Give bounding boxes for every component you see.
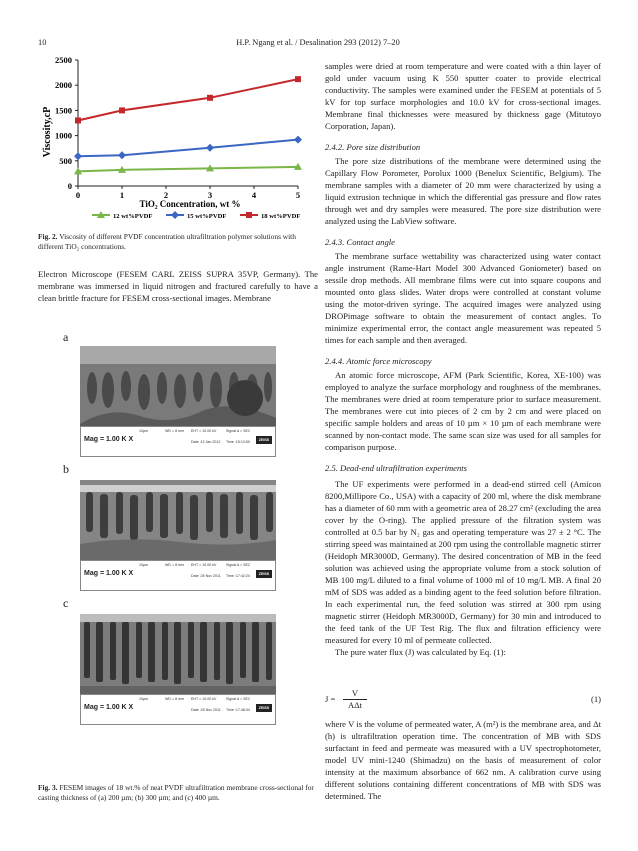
chart-x-label: TiO₂ Concentration, wt % xyxy=(139,199,241,209)
chart-point xyxy=(294,136,302,144)
eq-number: (1) xyxy=(590,694,601,704)
running-title: H.P. Ngang et al. / Desalination 293 (2012) 7–20 xyxy=(236,38,400,47)
sem-signal-b: Signal A = SE2 xyxy=(226,563,250,567)
sem-info-bar-b xyxy=(80,560,276,591)
right-column-top xyxy=(325,60,601,682)
sem-wd-a: WD = 8 mm xyxy=(165,429,185,433)
sem-wd-c: WD = 8 mm xyxy=(165,697,185,701)
legend-label: 15 wt%PVDF xyxy=(187,213,227,220)
right-para-intro: samples were dried at room temperature and were coated with a thin layer of gold under vacuum using K 550 sputter coater to provide electrical conductivity. The samples were examined under the FESEM at potentials of 5 kV for top surface morphologies and 10.0 kV for cross-sectional images. Membrane final thicknesses were measured by thickness gage (Mitutoyo Corporation, Japan). xyxy=(325,61,601,131)
after-eq-text: where V is the volume of permeated water, A (m²) is the membrane area, and Δt (h) is ultrafiltration operation time. The concentration of MB with SDS surfactant in feed and permeate was measured with a UV spectrophotometer, model UV mini-1240 (Shimadzu) on the basis of measurement of color intensity at the maximum absorbance of 662 nm. A calibration curve using different solutions containing different concentrations of MB with SDS was determined. The xyxy=(325,719,601,801)
sem-date-a: Date :12 Jan 2012 xyxy=(191,440,221,444)
sem-mag-c: Mag = 1.00 K X xyxy=(84,704,134,711)
zeiss-logo-c: ZEISS xyxy=(256,704,272,712)
sem-date-c: Date :25 Nov 2011 xyxy=(191,708,221,712)
eq-numerator: V xyxy=(351,688,359,698)
legend-label: 12 wt%PVDF xyxy=(113,213,153,220)
chart-series-line xyxy=(78,167,298,172)
zeiss-logo-a: ZEISS xyxy=(256,436,272,444)
flux-eq-intro: The pure water flux (J) was calculated by Eq. (1): xyxy=(335,647,506,657)
sem-scale-b: 10µm xyxy=(139,563,149,567)
section-2-4-2-heading: 2.4.2. Pore size distribution xyxy=(325,142,421,152)
sem-info-bar-c xyxy=(80,694,276,725)
zeiss-logo-b: ZEISS xyxy=(256,570,272,578)
fig3-panel-b-label: b xyxy=(63,462,69,476)
sem-signal-a: Signal A = SE2 xyxy=(226,429,250,433)
fig3-caption-label: Fig. 3. xyxy=(38,783,58,792)
chart-point xyxy=(207,95,213,101)
sem-time-a: Time :15:13:50 xyxy=(226,440,250,444)
fig3-caption xyxy=(38,783,318,802)
sem-mag-b: Mag = 1.00 K X xyxy=(84,570,134,577)
chart-point xyxy=(74,152,82,160)
section-2-5-text: The UF experiments were performed in a dead-end stirred cell (Amicon 8200,Millipore Co., USA) with a capacity of 200 ml, where the disk membrane has a diameter of 60 mm with a geometric area of 28.27 cm² (excluding the area cover by the O-ring). The applied pressure of the filtration system was controlled at 0.5 bar by N₂ gas and operating temperature was 27 ± 2 °C. The stirring speed was maintained at 200 rpm using the controllable magnetic stirrer (Heidoph MR3000D, Germany). The desired concentration of MB in the feed solution was achieved using the appropriate volume from a stock solution of MB 100 mg/L diluted to a final volume of 1000 ml of 10 mg/L MB. A final 20 mM of SDS was added as a binding agent to the feed solution before filtration. In each experimental run, the feed solution was stirred at 300 rpm using magnetic stirrer (Heidoph MR3000D, Germany) for 30 min and introduced to the feed tank of the UF Test Rig. The flux and filtration efficiency were measured for every 10 ml of permeate collected. xyxy=(325,479,601,645)
sem-scale-a: 10µm xyxy=(139,429,149,433)
fig3-caption-text: FESEM images of 18 wt.% of neat PVDF ultrafiltration membrane cross-sectional for casting thickness of (a) 200 µm; (b) 300 µm; and (c) 400 µm. xyxy=(38,783,314,802)
sem-eht-b: EHT = 10.00 kV xyxy=(191,563,217,567)
section-2-4-2-text: The pore size distributions of the membrane were determined using the Capillary Flow Porometer, Porolux 1000 (Benelux Scientific, Belgium). The membrane samples with a diameter of 20 mm were characterized by using a liquid extrusion technique in which the differential gas pressure and flow rates through wet and dry samples were measured. The pore size distribution were analyzed using the LabView software. xyxy=(325,156,601,226)
sem-time-c: Time :17:48:34 xyxy=(226,708,250,712)
chart-y-tick-label: 2500 xyxy=(55,55,72,65)
sem-time-b: Time :17:42:24 xyxy=(226,574,250,578)
chart-series-line xyxy=(78,79,298,120)
sem-date-b: Date :25 Nov 2011 xyxy=(191,574,221,578)
chart-x-tick-label: 0 xyxy=(75,190,81,200)
sem-image-a xyxy=(80,346,276,426)
sem-image-c xyxy=(80,614,276,694)
fig3-panel-c-label: c xyxy=(63,596,69,610)
chart-x-tick-label: 4 xyxy=(251,190,257,200)
sem-eht-a: EHT = 10.00 kV xyxy=(191,429,217,433)
chart-x-tick-label: 2 xyxy=(163,190,169,200)
fig2-caption xyxy=(38,232,318,251)
chart-x-tick-label: 1 xyxy=(119,190,125,200)
viscosity-chart xyxy=(38,50,318,226)
sem-image-b xyxy=(80,480,276,560)
left-paragraph: Electron Microscope (FESEM CARL ZEISS SUPRA 35VP, Germany). The membrane was immersed in liquid nitrogen and fractured carefully to have a clean brittle fracture for FESEM cross-sectional images. Membrane xyxy=(38,269,318,303)
legend-marker xyxy=(171,211,179,219)
sem-info-bar-a xyxy=(80,426,276,457)
section-2-4-4-heading: 2.4.4. Atomic force microscopy xyxy=(325,356,432,366)
chart-point xyxy=(295,76,301,82)
legend-label: 18 wt%PVDF xyxy=(261,213,301,220)
fig2-caption-label: Fig. 2. xyxy=(38,232,58,241)
fig2-caption-text: Viscosity of different PVDF concentration ultrafiltration polymer solutions with different TiO₂ concentrations. xyxy=(38,232,296,251)
legend-marker xyxy=(246,212,252,218)
chart-point xyxy=(119,107,125,113)
fig3-panel-a-label: a xyxy=(63,330,69,344)
equation-1 xyxy=(325,688,601,710)
chart-x-tick-label: 3 xyxy=(207,190,213,200)
chart-y-tick-label: 1500 xyxy=(55,105,72,116)
section-2-5-heading: 2.5. Dead-end ultrafiltration experiments xyxy=(325,463,468,473)
chart-y-tick-label: 1000 xyxy=(55,130,72,141)
chart-y-tick-label: 500 xyxy=(59,155,72,166)
section-2-4-3-text: The membrane surface wettability was characterized using water contact angle instrument (Rame-Hart Model 300 Advanced Goniometer) based on sessile drop methods. All membrane films were cut into square coupons and mounted onto glass slides. Water drops were controlled at constant volume using the motor-driven syringe. The acquired images were analyzed using DROPimage software to obtain the measurement of contact angles. To minimize experimental error, the contact angle measurement was repeated 5 times for each sample and then averaged. xyxy=(325,251,601,345)
sem-signal-c: Signal A = SE2 xyxy=(226,697,250,701)
chart-x-tick-label: 5 xyxy=(295,190,301,200)
page-number: 10 xyxy=(38,38,47,47)
sem-wd-b: WD = 8 mm xyxy=(165,563,185,567)
section-2-4-3-heading: 2.4.3. Contact angle xyxy=(325,237,395,247)
chart-point xyxy=(206,144,214,152)
eq-lhs: J = xyxy=(325,694,336,704)
chart-y-label: Viscosity,cP xyxy=(42,106,53,158)
chart-y-tick-label: 2000 xyxy=(55,80,72,91)
chart-point xyxy=(75,117,81,123)
sem-eht-c: EHT = 10.00 kV xyxy=(191,697,217,701)
chart-y-tick-label: 0 xyxy=(67,181,72,191)
chart-point xyxy=(118,151,126,159)
sem-mag-a: Mag = 1.00 K X xyxy=(84,436,134,443)
section-2-4-4-text: An atomic force microscope, AFM (Park Scientific, Korea, XE-100) was employed to analyze the surface morphology and roughness of the membranes. The membranes were dried at room temperature prior to surface measurement. The membranes were cut into pieces of 2 cm by 2 cm and were placed on specific sample holders and areas of 10 µm × 10 µm of each membrane were scanned by non-contact mode. The same scan size was used for all samples for comparison purpose. xyxy=(325,370,601,452)
chart-series-line xyxy=(78,140,298,157)
sem-scale-c: 10µm xyxy=(139,697,149,701)
eq-denominator: AΔt xyxy=(347,700,363,710)
